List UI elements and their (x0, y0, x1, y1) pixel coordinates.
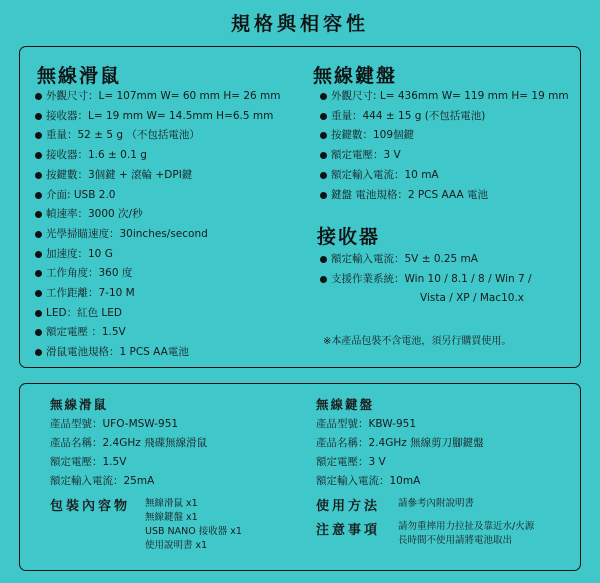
mouse-spec-item: 按鍵數：3個鍵 + 滾輪 +DPI鍵 (35, 166, 281, 186)
mouse-spec-item: 外觀尺寸：L= 107mm W= 60 mm H= 26 mm (35, 87, 281, 107)
receiver-spec-item: 支援作業系統：Win 10 / 8.1 / 8 / Win 7 / (320, 270, 532, 290)
info-mouse-line: 產品名稱：2.4GHz 飛碟無線滑鼠 (50, 437, 208, 449)
keyboard-spec-item: 鍵盤 電池規格：2 PCS AAA 電池 (320, 186, 569, 206)
mouse-spec-item: 幀速率：3000 次/秒 (35, 205, 281, 225)
mouse-spec-item: 介面: USB 2.0 (35, 186, 281, 206)
caution-line: 請勿重摔用力拉扯及靠近水/火源 (398, 521, 535, 532)
keyboard-spec-list (320, 87, 569, 205)
caution-lines (398, 520, 534, 548)
info-mouse-line: 產品型號：UFO-MSW-951 (50, 418, 179, 430)
keyboard-title: 無線鍵盤 (313, 65, 398, 87)
mouse-title: 無線滑鼠 (37, 65, 122, 87)
mouse-spec-item: LED：紅色 LED (35, 304, 281, 324)
mouse-spec-item: 重量：52 ± 5 g （不包括電池） (35, 126, 281, 146)
info-keyboard-line: 額定輸入電流：10mA (316, 475, 421, 487)
keyboard-spec-item: 外觀尺寸: L= 436mm W= 119 mm H= 19 mm (320, 87, 569, 107)
info-mouse-title: 無線滑鼠 (50, 397, 109, 412)
package-item: USB NANO 接收器 x1 (145, 526, 242, 537)
info-keyboard-line: 產品型號：KBW-951 (316, 418, 417, 430)
caution-line: 長時間不使用請將電池取出 (398, 535, 513, 546)
package-item: 無線鍵盤 x1 (145, 512, 198, 523)
keyboard-spec-item: 額定輸入電流：10 mA (320, 166, 569, 186)
battery-note: ※本產品包裝不含電池，須另行購買使用。 (323, 336, 512, 347)
keyboard-spec-item: 重量：444 ± 15 g (不包括電池) (320, 107, 569, 127)
mouse-spec-item: 光學掃瞄速度：30inches/second (35, 225, 281, 245)
receiver-spec-continuation: Vista / XP / Mac10.x (420, 292, 525, 305)
mouse-spec-item: 工作距離：7-10 M (35, 284, 281, 304)
package-label: 包裝內容物 (50, 499, 131, 514)
usage-text: 請參考內附說明書 (398, 498, 475, 509)
mouse-spec-item: 接收器：1.6 ± 0.1 g (35, 146, 281, 166)
keyboard-spec-item: 按鍵數：109個鍵 (320, 126, 569, 146)
package-items (145, 497, 242, 553)
receiver-spec-item: 額定輸入電流：5V ± 0.25 mA (320, 250, 532, 270)
package-item: 使用說明書 x1 (145, 540, 208, 551)
receiver-spec-list (320, 250, 532, 309)
mouse-spec-item: 加速度：10 G (35, 245, 281, 265)
info-keyboard-line: 產品名稱：2.4GHz 無線剪刀腳鍵盤 (316, 437, 484, 449)
mouse-spec-item: 接收器：L= 19 mm W= 14.5mm H=6.5 mm (35, 107, 281, 127)
receiver-title: 接收器 (317, 226, 381, 248)
page-title: 規格與相容性 (230, 13, 369, 35)
mouse-spec-item: 滑鼠電池規格：1 PCS AA電池 (35, 343, 281, 363)
mouse-spec-item: 額定電壓 ：1.5V (35, 323, 281, 343)
usage-label: 使用方法 (316, 499, 381, 514)
keyboard-spec-item: 額定電壓：3 V (320, 146, 569, 166)
info-mouse-lines (50, 415, 207, 491)
package-item: 無線滑鼠 x1 (145, 498, 198, 509)
info-keyboard-title: 無線鍵盤 (316, 397, 375, 412)
info-keyboard-lines (316, 415, 484, 491)
product-info-panel (19, 383, 581, 571)
caution-label: 注意事項 (316, 523, 381, 538)
info-mouse-line: 額定輸入電流：25mA (50, 475, 155, 487)
mouse-spec-list (35, 87, 281, 363)
info-keyboard-line: 額定電壓：3 V (316, 456, 386, 468)
info-mouse-line: 額定電壓：1.5V (50, 456, 127, 468)
specs-panel (19, 46, 581, 368)
mouse-spec-item: 工作角度：360 度 (35, 264, 281, 284)
